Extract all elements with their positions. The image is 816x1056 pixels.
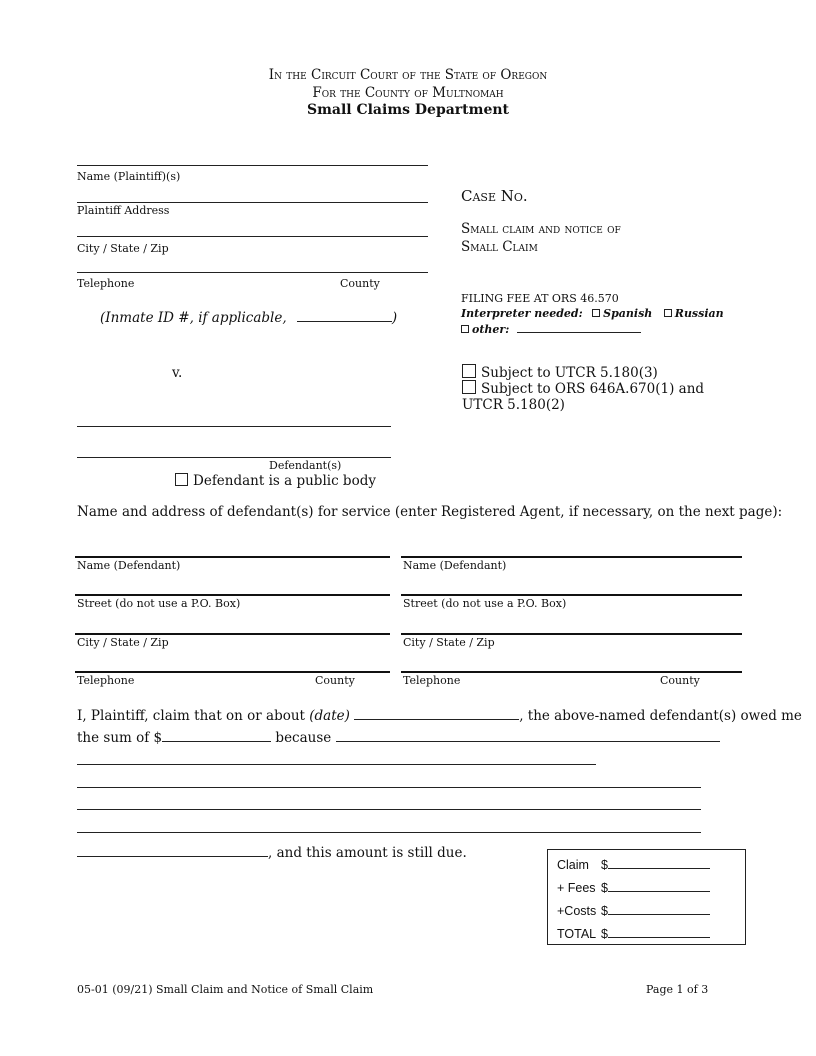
plaintiff-name-line[interactable] <box>77 165 428 166</box>
ors-label-line1: Subject to ORS 646A.670(1) and <box>481 381 705 397</box>
claim-line-1 <box>77 705 802 724</box>
public-body-checkbox[interactable] <box>175 473 188 486</box>
versus-label: v. <box>172 365 183 381</box>
defendant2-street-line[interactable] <box>401 594 742 596</box>
defendant2-city-label: City / State / Zip <box>403 636 495 649</box>
defendant1-city-label: City / State / Zip <box>77 636 169 649</box>
plaintiff-name-label: Name (Plaintiff)(s) <box>77 170 181 183</box>
defendant2-street-label: Street (do not use a P.O. Box) <box>403 597 567 610</box>
defendant-line-2[interactable] <box>77 457 391 458</box>
claim-amount-field[interactable] <box>608 856 710 869</box>
claim-line-final <box>77 842 467 861</box>
claim-line-2 <box>77 727 720 746</box>
spanish-checkbox[interactable] <box>592 309 600 317</box>
ors-row <box>462 380 704 397</box>
plaintiff-city-line[interactable] <box>77 236 428 237</box>
defendant1-city-line[interactable] <box>75 633 390 635</box>
other-language-input[interactable] <box>517 322 641 333</box>
department-title: Small Claims Department <box>306 102 510 118</box>
inmate-id-close: ) <box>391 310 398 326</box>
claim-reason-line-5[interactable] <box>77 832 701 833</box>
plaintiff-city-label: City / State / Zip <box>77 242 169 255</box>
russian-label: Russian <box>674 307 724 320</box>
defendant-label: Defendant(s) <box>269 459 342 472</box>
defendant1-telephone-label: Telephone <box>77 674 135 687</box>
plaintiff-address-label: Plaintiff Address <box>77 204 170 217</box>
claim-currency: $ <box>601 858 608 872</box>
plaintiff-telephone-line[interactable] <box>77 272 428 273</box>
county-line: For the County of Multnomah <box>312 85 504 101</box>
utcr-row <box>462 364 658 381</box>
court-name-line: In the Circuit Court of the State of Oregon <box>268 67 548 83</box>
spanish-label: Spanish <box>603 307 653 320</box>
claim-still-due: , and this amount is still due. <box>268 845 467 861</box>
defendant1-county-label: County <box>315 674 355 687</box>
utcr-checkbox[interactable] <box>462 364 476 378</box>
interpreter-row <box>461 307 724 320</box>
claim-sum-label: the sum of $ <box>77 730 163 746</box>
form-identifier: 05-01 (09/21) Small Claim and Notice of Small Claim <box>77 983 374 996</box>
defendant2-telephone-line[interactable] <box>401 671 742 673</box>
russian-checkbox[interactable] <box>664 309 672 317</box>
claim-total-row <box>557 856 710 872</box>
inmate-id-input[interactable] <box>297 307 392 322</box>
service-instruction: Name and address of defendant(s) for service (enter Registered Agent, if necessary, on the next page): <box>77 504 783 520</box>
document-title-line1: Small claim and notice of <box>461 221 621 237</box>
claim-date-input[interactable] <box>354 705 519 720</box>
defendant-line-1[interactable] <box>77 426 391 427</box>
claim-reason-input-1[interactable] <box>336 727 720 742</box>
claim-text-part2: , the above-named defendant(s) owed me <box>519 708 802 724</box>
total-row <box>557 925 710 941</box>
claim-text-part1: I, Plaintiff, claim that on or about <box>77 708 305 724</box>
other-language-label: other: <box>472 323 510 336</box>
defendant1-telephone-line[interactable] <box>75 671 390 673</box>
ors-checkbox[interactable] <box>462 380 476 394</box>
defendant1-name-line[interactable] <box>75 556 390 558</box>
total-currency: $ <box>601 927 608 941</box>
plaintiff-county-label: County <box>340 277 380 290</box>
inmate-id-field <box>100 307 397 326</box>
claim-reason-line-2[interactable] <box>77 764 596 765</box>
costs-amount-field[interactable] <box>608 902 710 915</box>
page-number: Page 1 of 3 <box>646 983 709 996</box>
costs-currency: $ <box>601 904 608 918</box>
defendant1-street-line[interactable] <box>75 594 390 596</box>
claim-reason-input-final[interactable] <box>77 842 268 857</box>
defendant2-city-line[interactable] <box>401 633 742 635</box>
claim-reason-line-3[interactable] <box>77 787 701 788</box>
interpreter-label: Interpreter needed: <box>461 307 583 320</box>
interpreter-other-row <box>461 322 641 336</box>
other-language-checkbox[interactable] <box>461 325 469 333</box>
claim-label: Claim <box>557 858 589 872</box>
fees-row <box>557 879 710 895</box>
defendant2-name-line[interactable] <box>401 556 742 558</box>
claim-date-label: (date) <box>309 708 350 724</box>
defendant1-street-label: Street (do not use a P.O. Box) <box>77 597 241 610</box>
claim-reason-line-4[interactable] <box>77 809 701 810</box>
claim-amount-input[interactable] <box>162 727 271 742</box>
defendant2-name-label: Name (Defendant) <box>403 559 507 572</box>
filing-fee-label: FILING FEE AT ORS 46.570 <box>461 292 619 305</box>
plaintiff-address-line[interactable] <box>77 202 428 203</box>
total-amount-field[interactable] <box>608 925 710 938</box>
costs-row <box>557 902 710 918</box>
total-label: TOTAL <box>557 927 597 941</box>
case-number-label: Case No. <box>461 187 528 205</box>
defendant1-name-label: Name (Defendant) <box>77 559 181 572</box>
defendant2-telephone-label: Telephone <box>403 674 461 687</box>
defendant2-county-label: County <box>660 674 700 687</box>
public-body-label: Defendant is a public body <box>193 473 376 489</box>
costs-label: +Costs <box>557 904 597 918</box>
fees-amount-field[interactable] <box>608 879 710 892</box>
public-body-row <box>175 473 376 489</box>
claim-because-label: because <box>275 730 332 746</box>
fees-label: + Fees <box>557 881 596 895</box>
ors-label-line2: UTCR 5.180(2) <box>462 397 565 413</box>
utcr-label: Subject to UTCR 5.180(3) <box>481 365 658 381</box>
document-title-line2: Small Claim <box>461 239 538 255</box>
claim-totals-box <box>547 849 746 945</box>
fees-currency: $ <box>601 881 608 895</box>
plaintiff-telephone-label: Telephone <box>77 277 135 290</box>
inmate-id-label: (Inmate ID #, if applicable, <box>100 310 287 326</box>
